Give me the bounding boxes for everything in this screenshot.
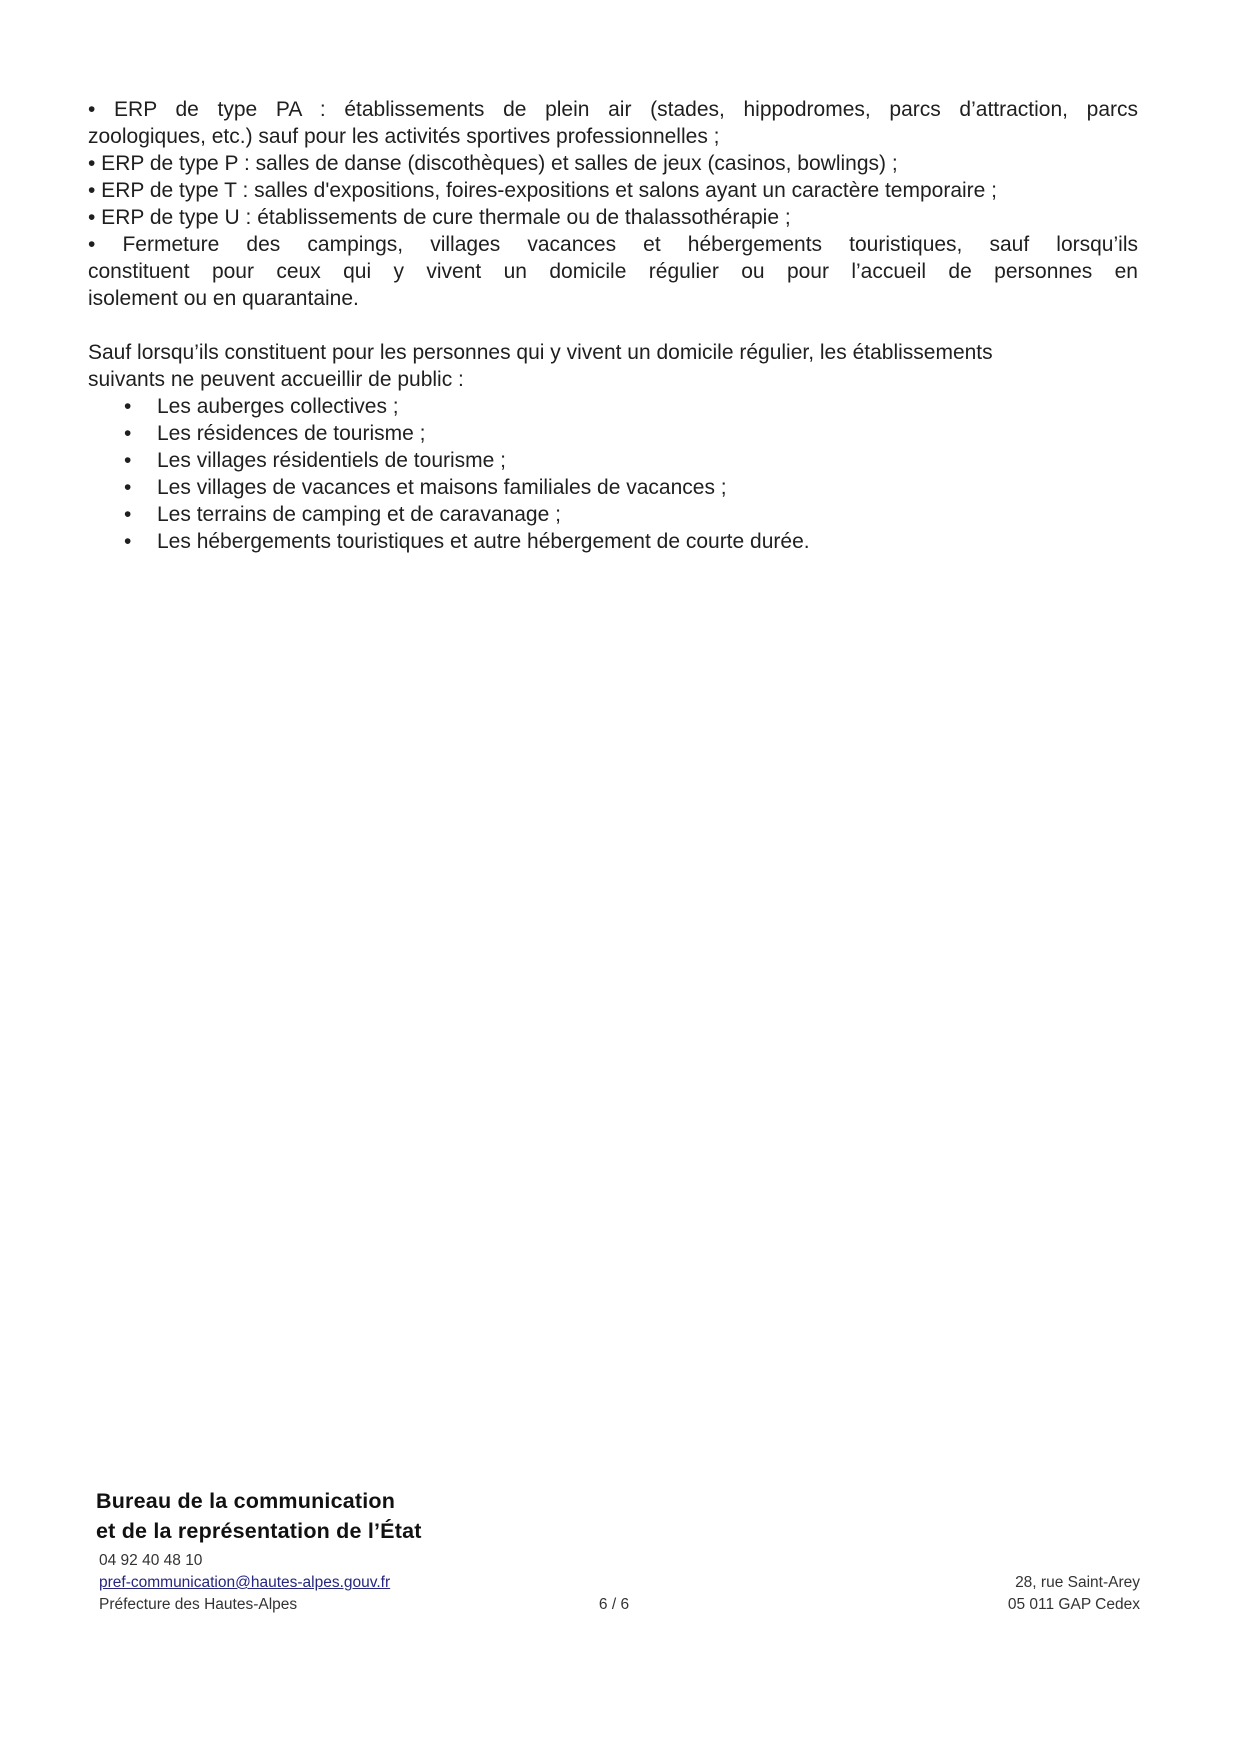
bullet-icon: • xyxy=(124,422,132,445)
footer-bureau-line2: et de la représentation de l’État xyxy=(96,1519,422,1543)
body-line: • ERP de type U : établissements de cure thermale ou de thalassothérapie ; xyxy=(88,206,791,229)
footer-phone: 04 92 40 48 10 xyxy=(99,1552,203,1569)
body-line: • ERP de type P : salles de danse (discothèques) et salles de jeux (casinos, bowlings) ; xyxy=(88,152,898,175)
list-item xyxy=(88,420,1138,447)
bullet-icon: • xyxy=(124,395,132,418)
main-text xyxy=(88,96,1138,555)
body-line: • ERP de type PA : établissements de plein air (stades, hippodromes, parcs d’attraction, parcs xyxy=(88,98,1138,121)
paragraph-gap xyxy=(88,312,1138,339)
list-item-label: Les résidences de tourisme ; xyxy=(157,422,426,445)
footer-address-line2: 05 011 GAP Cedex xyxy=(1007,1596,1140,1613)
list-item xyxy=(88,501,1138,528)
footer-bureau-title xyxy=(96,1486,422,1546)
bullet-icon: • xyxy=(124,530,132,553)
list-item xyxy=(88,528,1138,555)
list-item xyxy=(88,393,1138,420)
body-line: Sauf lorsqu’ils constituent pour les personnes qui y vivent un domicile régulier, les établissements xyxy=(88,341,993,364)
footer-bureau-line1: Bureau de la communication xyxy=(96,1489,396,1513)
list-item xyxy=(88,447,1138,474)
footer-email-link[interactable]: pref-communication@hautes-alpes.gouv.fr xyxy=(99,1574,391,1591)
body-line: constituent pour ceux qui y vivent un domicile régulier ou pour l’accueil de personnes en xyxy=(88,260,1138,283)
list-item-label: Les hébergements touristiques et autre hébergement de courte durée. xyxy=(157,530,810,553)
list-item-label: Les villages de vacances et maisons familiales de vacances ; xyxy=(157,476,727,499)
bullet-icon: • xyxy=(124,476,132,499)
page-number: 6 / 6 xyxy=(598,1596,630,1613)
bullet-icon: • xyxy=(124,503,132,526)
closure-list xyxy=(88,393,1138,555)
bullet-icon: • xyxy=(124,449,132,472)
body-line: • Fermeture des campings, villages vacances et hébergements touristiques, sauf lorsqu’ils xyxy=(88,233,1138,256)
list-item-label: Les villages résidentiels de tourisme ; xyxy=(157,449,507,472)
footer-address xyxy=(1008,1572,1140,1616)
body-line: isolement ou en quarantaine. xyxy=(88,287,359,310)
footer-address-line1: 28, rue Saint-Arey xyxy=(1015,1574,1140,1591)
footer-organization: Préfecture des Hautes-Alpes xyxy=(99,1596,298,1613)
list-item-label: Les terrains de camping et de caravanage ; xyxy=(157,503,561,526)
body-line: zoologiques, etc.) sauf pour les activités sportives professionnelles ; xyxy=(88,125,720,148)
body-line: suivants ne peuvent accueillir de public : xyxy=(88,368,464,391)
list-item xyxy=(88,474,1138,501)
body-line: • ERP de type T : salles d'expositions, foires-expositions et salons ayant un caractère temporaire ; xyxy=(88,179,997,202)
list-item-label: Les auberges collectives ; xyxy=(157,395,399,418)
